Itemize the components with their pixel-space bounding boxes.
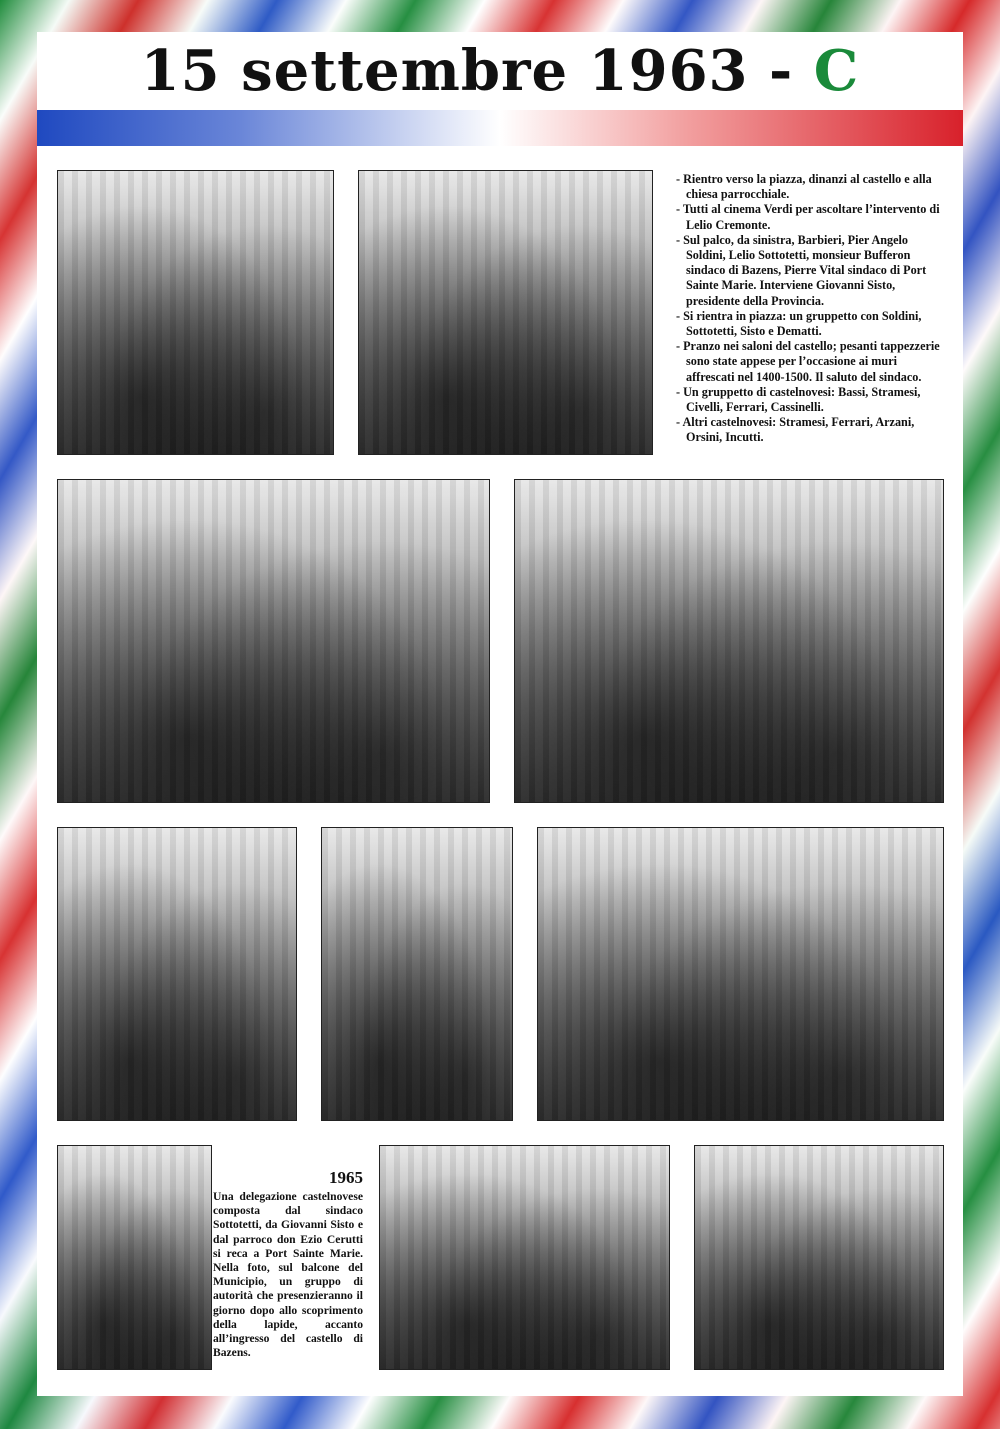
captions-list [676, 172, 946, 446]
caption-item: - Si rientra in piazza: un gruppetto con Soldini, Sottotetti, Sisto e Dematti. [676, 309, 946, 339]
photo-cinema-audience [57, 479, 490, 803]
caption-item: - Sul palco, da sinistra, Barbieri, Pier Angelo Soldini, Lelio Sottotetti, monsieur Bufferon sindaco di Bazens, Pierre Vital sindaco di Port Sainte Marie. Interviene Giovanni Sisto, presidente della Provincia. [676, 233, 946, 309]
section-text: Una delegazione castelnovese composta dal sindaco Sottotetti, da Giovanni Sisto e dal parroco don Ezio Cerutti si reca a Port Sainte Marie. Nella foto, sul balcone del Municipio, un gruppo di autorità che presenzieranno il giorno dopo allo scoprimento della lapide, accanto all’ingresso del castello di Bazens. [213, 1190, 363, 1360]
section-1965 [213, 1168, 363, 1360]
photo-stage-speech [514, 479, 944, 803]
photo-lunch-hall [321, 827, 513, 1121]
title-date: 15 settembre 1963 - [140, 38, 794, 104]
caption-item: - Rientro verso la piazza, dinanzi al castello e alla chiesa parrocchiale. [676, 172, 946, 202]
caption-item: - Tutti al cinema Verdi per ascoltare l’intervento di Lelio Cremonte. [676, 202, 946, 232]
caption-item: - Altri castelnovesi: Stramesi, Ferrari, Arzani, Orsini, Incutti. [676, 415, 946, 445]
photo-group-piazza [57, 827, 297, 1121]
page-title [37, 38, 963, 104]
section-year: 1965 [329, 1168, 363, 1187]
caption-item: - Pranzo nei saloni del castello; pesanti tappezzerie sono state appese per l’occasione ai muri affrescati nel 1400-1500. Il saluto del sindaco. [676, 339, 946, 385]
photo-chiesa-parrocchiale [358, 170, 653, 455]
photo-piazza-castello [57, 170, 334, 455]
photo-castelnovesi-table [57, 1145, 212, 1370]
photo-lunch-tables [537, 827, 944, 1121]
photo-municipio-balcony [379, 1145, 670, 1370]
title-letter: C [813, 38, 860, 104]
caption-item: - Un gruppetto di castelnovesi: Bassi, Stramesi, Civelli, Ferrari, Cassinelli. [676, 385, 946, 415]
tricolor-band [37, 110, 963, 146]
header [37, 32, 963, 110]
photo-plaque-unveiling [694, 1145, 944, 1370]
